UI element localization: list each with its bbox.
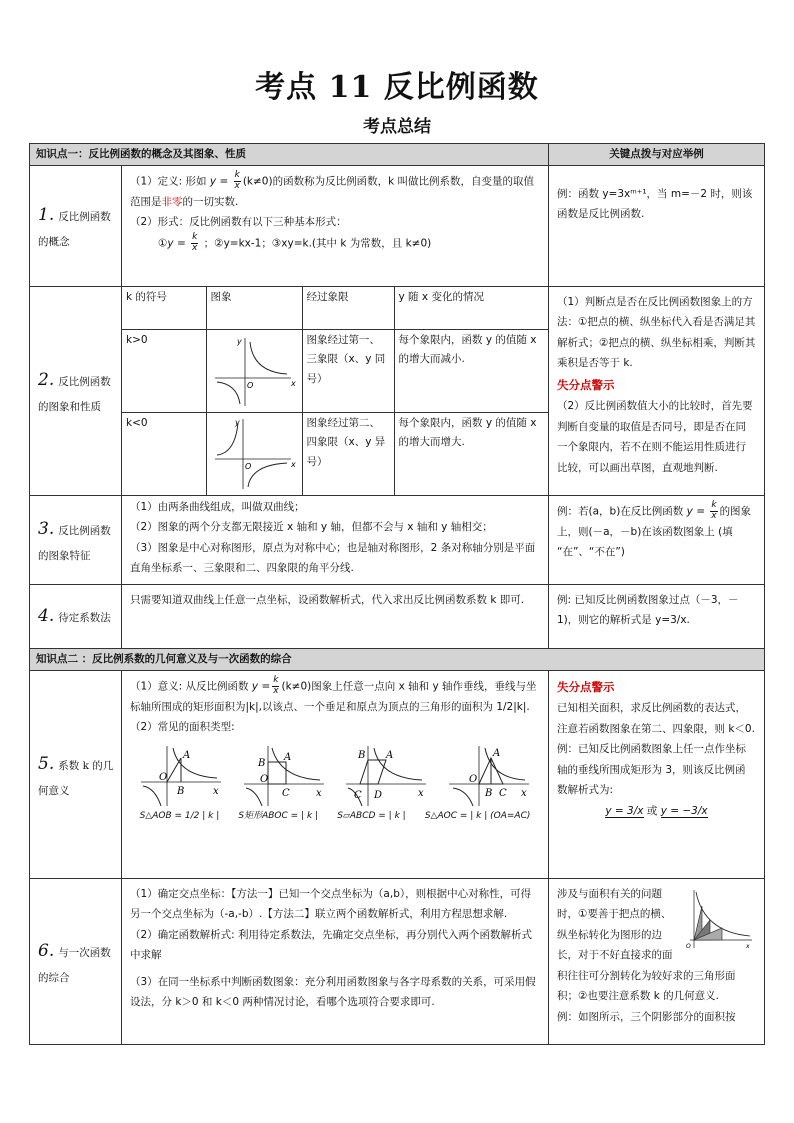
row5-meaning: （1）意义: 从反比例函数 y = $\frac{k}{x}$ (k≠0)图象上任意一点向 x 轴和 y 轴作垂线，垂线与坐标轴所围成的矩形面积为|k|,以该点、一个垂足和原点为顶点的三角形的面积为 1/2|k|. <box>130 674 537 713</box>
area-type-captions <box>130 808 540 826</box>
rect-x-label: x <box>315 787 322 799</box>
para-x-label: x <box>418 787 424 799</box>
row2-label: 反比例函数的图象和性质 <box>38 376 111 414</box>
section2-header: 知识点二 ：反比例系数的几何意义及与一次函数的综合 <box>30 648 765 670</box>
row5-meaning-post: (k≠0)图象上任意一点向 x 轴和 y 轴作垂线，垂线与坐标轴所围成的矩形面积为|k|,以该点、一个垂足和原点为顶点的三角形的面积为 1/2|k|. <box>130 680 537 713</box>
row-k-geometry <box>30 670 765 878</box>
row6-label: 与一次函数的综合 <box>38 946 111 984</box>
row2-note1: （1）判断点是否在反比例函数图象上的方法：①把点的横、纵坐标代入看是否满足其解析式；②把点的横、纵坐标相乘，判断其乘积是否等于 k. <box>557 296 756 370</box>
fig-o-label: O <box>686 942 691 950</box>
row-linear-combination <box>30 878 765 1044</box>
row2-number: 2. <box>38 370 55 391</box>
axis-y-label-neg: y <box>234 417 240 427</box>
row6-notes <box>549 878 765 1044</box>
shaded-area-figure <box>684 886 756 952</box>
row6-item-3: （3）在同一坐标系中判断函数图象：充分利用函数图象与各字母系数的关系，可采用假设法，分 k＞0 和 k＜0 两种情况讨论，看哪个选项符合要求即可. <box>130 975 536 1009</box>
point-b-label: B <box>177 785 185 797</box>
row5-notes <box>549 670 765 878</box>
graph-positive-cell <box>206 329 302 412</box>
row5-label: 系数 k 的几何意义 <box>38 759 114 797</box>
row1-label-cell <box>30 166 122 287</box>
col-header-sign: k 的符号 <box>122 287 206 329</box>
area-rectangle-figure <box>240 742 328 808</box>
row6-note: 涉及与面积有关的问题时，①要善于把点的横、纵坐标转化为图形的边长，对于不好直接求的面积往往可分割转化为较好求的三角形面积；②也要注意系数 k 的几何意义. <box>557 887 736 1003</box>
row1-label: 反比例函数的概念 <box>38 211 111 249</box>
row5-example: 例：已知反比例函数图象上任一点作坐标轴的垂线所围成矩形为 3，则该反比例函数解析式为: <box>557 743 746 797</box>
rect-c-label: C <box>281 787 290 799</box>
para-d-label: D <box>374 789 383 801</box>
row3-example-pre: 例：若(a，b)在反比例函数 <box>557 505 684 518</box>
caption-rectangle: S矩形ABOC = | k | <box>238 810 319 821</box>
properties-row-negative <box>122 412 548 495</box>
def-cond: (k≠0) <box>242 175 273 188</box>
trend-negative: 每个象限内，函数 y 的值随 x 的增大而增大. <box>394 412 548 495</box>
row4-content: 只需要知道双曲线上任意一点坐标，设函数解析式，代入求出反比例函数系数 k 即可. <box>122 584 549 648</box>
answer-or: 或 <box>646 804 658 817</box>
rect-b-label: B <box>257 757 266 769</box>
row3-item-1: （1）由两条曲线组成，叫做双曲线； <box>130 501 305 513</box>
def-frac-top: k <box>234 170 240 180</box>
def-red: 非零 <box>161 195 183 208</box>
row3-item-3: （3）图象是中心对称图形，原点为对称中心；也是轴对称图形，2 条对称轴分别是平面直角坐标系一、三象限和二、四象限的角平分线. <box>130 541 536 575</box>
caption-parallelogram: S▱ABCD = | k | <box>337 810 406 821</box>
caption-isosceles: S△AOC = | k | (OA=AC) <box>424 810 531 821</box>
row5-frac-top: k <box>273 674 279 685</box>
row5-note: 已知相关面积，求反比例函数的表达式，注意若函数图象在第二、四象限，则 k＜0. <box>557 702 755 735</box>
rect-o-label: O <box>259 773 268 785</box>
row5-number: 5. <box>38 753 55 774</box>
row3-item-2: （2）图象的两个分支都无限接近 x 轴和 y 轴，但都不会与 x 轴和 y 轴相交； <box>130 521 493 534</box>
form1-bot: x <box>192 242 198 253</box>
row5-warning: 失分点警示 <box>557 679 615 694</box>
row-graph-properties <box>30 287 765 496</box>
fig-x-label: x <box>746 942 750 950</box>
forms-intro: （2）形式：反比例函数有以下三种基本形式： <box>130 216 347 229</box>
graph-negative-cell <box>206 412 302 495</box>
quadrants-negative: 图象经过第二、四象限（x、y 异号） <box>302 412 394 495</box>
row1-content <box>122 166 549 287</box>
row4-label-cell <box>30 584 122 648</box>
para-b-label: B <box>358 749 366 761</box>
row3-number: 3. <box>38 519 55 540</box>
row6-number: 6. <box>38 940 55 961</box>
row4-number: 4. <box>38 605 55 626</box>
section1-header-row <box>30 144 765 166</box>
quadrants-positive: 图象经过第一、三象限（x、y 同号） <box>302 329 394 412</box>
hyperbola-negative-graph <box>207 413 301 493</box>
section1-header: 知识点一：反比例函数的概念及其图象、性质 <box>30 144 549 166</box>
point-a-label: A <box>183 749 191 761</box>
area-triangle-figure <box>137 742 225 808</box>
row3-label-cell <box>30 496 122 585</box>
def-fraction <box>234 171 241 192</box>
row1-number: 1. <box>38 205 55 226</box>
origin-label: O <box>246 380 253 390</box>
para-c-label: C <box>354 789 362 801</box>
properties-header <box>122 287 548 329</box>
properties-row-positive <box>122 329 548 412</box>
sign-negative: k<0 <box>122 412 206 495</box>
x-label: x <box>213 785 219 797</box>
def-y: y = <box>209 175 229 188</box>
row5-content <box>122 670 549 878</box>
forms <box>130 233 540 254</box>
caption-triangle: S△AOB = 1/2 | k | <box>139 810 220 821</box>
col-header-graph: 图象 <box>206 287 302 329</box>
axis-x-label-neg: x <box>290 459 296 469</box>
section2-header-row <box>30 648 765 670</box>
trend-positive: 每个象限内，函数 y 的值随 x 的增大而减小. <box>394 329 548 412</box>
row5-answers <box>557 801 756 821</box>
sign-positive: k>0 <box>122 329 206 412</box>
summary-table <box>29 143 765 1045</box>
row3-label: 反比例函数的图象特征 <box>38 525 111 563</box>
form1-top: k <box>192 231 198 242</box>
row5-meaning-pre: （1）意义: 从反比例函数 <box>130 680 249 693</box>
page-title: 考点 11 反比例函数 <box>255 70 539 105</box>
iso-b-label: B <box>484 787 493 799</box>
iso-o-label: O <box>468 773 477 785</box>
row2-notes <box>549 287 765 496</box>
row2-content <box>122 287 549 496</box>
area-type-figures <box>130 742 540 808</box>
def-frac-bot: x <box>234 180 240 191</box>
row4-label: 待定系数法 <box>58 611 111 624</box>
row5-types-intro: （2）常见的面积类型: <box>130 721 235 734</box>
properties-table <box>122 287 548 495</box>
iso-c-label: C <box>498 787 507 799</box>
rect-a-label: A <box>283 751 291 763</box>
origin-label-neg: O <box>244 461 251 471</box>
row2-label-cell <box>30 287 122 496</box>
row6-item-2: （2）确定函数解析式: 利用待定系数法，先确定交点坐标，再分别代入两个函数解析式中求解 <box>130 928 533 962</box>
point-o-label: O <box>159 771 168 783</box>
answer-1: y = 3/x <box>605 804 644 817</box>
iso-a-label: A <box>492 747 500 759</box>
form1-fraction <box>191 233 198 254</box>
row2-note2: （2）反比例函数值大小的比较时，首先要判断自变量的取值是否同号，即是否在同一个象限内，若不在则不能运用性质进行比较，可以画出草图，直观地判断. <box>557 400 753 474</box>
row-graph-features <box>30 496 765 585</box>
row3-frac-bot: x <box>711 510 717 521</box>
row6-example: 例：如图所示，三个阴影部分的面积按 <box>557 1010 736 1023</box>
row5-label-cell <box>30 670 122 878</box>
row-undetermined-coefficients <box>30 584 765 648</box>
row1-example: 例：函数 y=3xᵐ⁺¹，当 m=－2 时，则该函数是反比例函数. <box>549 166 765 287</box>
row2-warning: 失分点警示 <box>557 377 615 392</box>
row6-content <box>122 878 549 1044</box>
axis-x-label: x <box>290 378 296 388</box>
row3-example: 例：若(a，b)在反比例函数 y = $\frac{k}{x}$ 的图象上，则(－a，－b)在该函数图象上 (填 “在”、“不在”) <box>549 496 765 585</box>
row5-frac-bot: x <box>273 685 279 696</box>
def-pre: （1）定义: 形如 <box>130 175 207 188</box>
row3-content <box>122 496 549 585</box>
form-rest: ；②y=kx-1；③xy=k.(其中 k 为常数，且 k≠0) <box>203 237 432 250</box>
row3-example-post: 的图象上，则(－a，－b)在该函数图象上 (填 “在”、“不在”) <box>557 505 752 559</box>
row3-frac-top: k <box>711 500 717 510</box>
hyperbola-positive-graph <box>207 330 301 410</box>
axis-y-label: y <box>236 336 242 346</box>
answer-2: y = −3/x <box>660 804 708 817</box>
def-end: 的一切实数. <box>182 195 239 208</box>
row4-example: 例: 已知反比例函数图象过点（－3，－1)，则它的解析式是 y=3/x. <box>549 584 765 648</box>
area-isosceles-figure <box>445 742 533 808</box>
row-concept <box>30 166 765 287</box>
row6-label-cell <box>30 878 122 1044</box>
def-post: 的函数称为反比例函数，k 叫做比例系数，自变量的取值范围是 <box>130 175 535 208</box>
row6-item-1: （1）确定交点坐标：【方法一】已知一个交点坐标为（a,b），则根据中心对称性，可得另一个交点坐标为（-a,-b）.【方法二】联立两个函数解析式，利用方程思想求解. <box>130 887 532 921</box>
section1-header-right: 关键点拨与对应举例 <box>549 144 765 166</box>
col-header-quadrants: 经过象限 <box>302 287 394 329</box>
definition <box>130 171 540 212</box>
col-header-trend: y 随 x 变化的情况 <box>394 287 548 329</box>
area-parallelogram-figure <box>342 742 430 808</box>
form1-pre: ①y = <box>158 237 186 250</box>
para-a-label: A <box>386 749 394 761</box>
iso-x-label: x <box>520 787 527 799</box>
page-subtitle: 考点总结 <box>363 117 431 137</box>
row5-fraction <box>272 676 279 697</box>
row3-fraction <box>710 501 717 522</box>
